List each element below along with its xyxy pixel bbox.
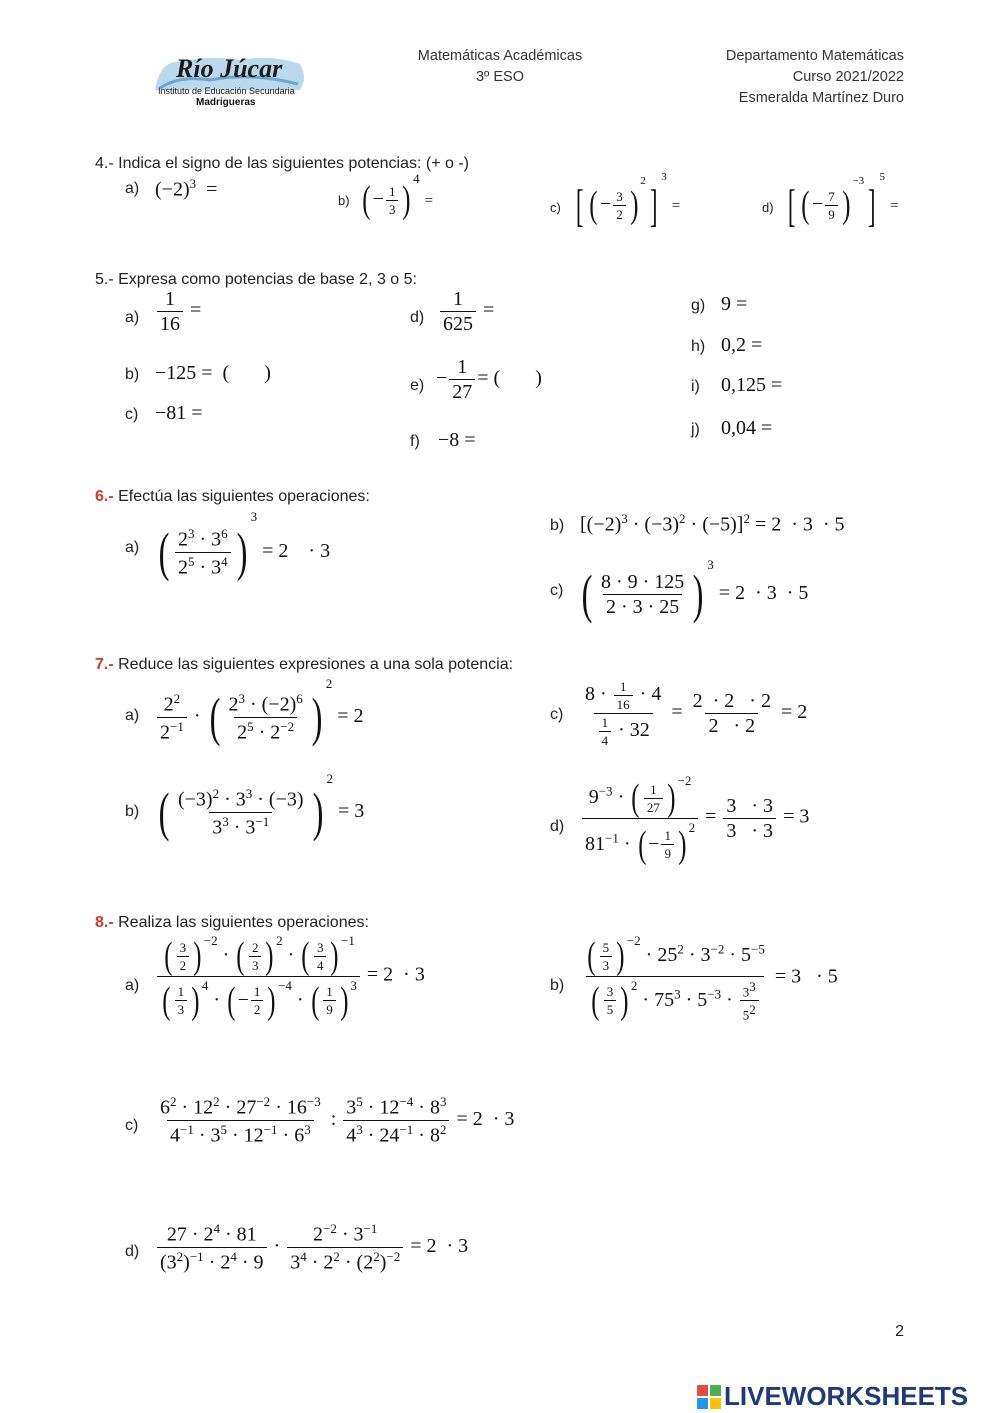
- liveworksheets-brand[interactable]: [697, 1381, 968, 1412]
- q6-title: [95, 488, 370, 506]
- q5-expr-g: 9 =: [721, 293, 748, 315]
- q5-expr-f: −8 =: [438, 429, 476, 451]
- q7-expr-b: ( $\frac{(-3)^2 \cdot 3^3 \cdot (-3)}{3^3 \cdot 3^{-1}}$ )$^2$ = 3: [158, 771, 365, 843]
- q5-label-d: d): [410, 309, 425, 326]
- q5-title: 5.- Expresa como potencias de base 2, 3 o 5:: [95, 271, 417, 288]
- q8-expr-b: ( $\frac{5}{3}$ ) $^{-2} \cdot 25^2 \cdot 3^{-2} \cdot 5^{-5}$ ( $\frac{3}{5}$ ) $^2 \cdot 75^3 \cdot 5^{-3}$ · $\frac{3^3}{5^2}$ = 3 · 5: [587, 933, 838, 1023]
- q5-expr-i: 0,125 =: [721, 374, 783, 396]
- q8-expr-c: $\frac{6^2 \cdot 12^2 \cdot 27^{-2} \cdot 16^{-3}}{4^{-1} \cdot 3^5 \cdot 12^{-1} \cdot 6^3}$ : $\frac{3^5 \cdot 12^{-4} \cdot 8^3}{4^3 \cdot 24^{-1} \cdot 8^2}$ = 2 · 3: [160, 1094, 515, 1147]
- q5-label-b: b): [125, 366, 140, 383]
- q7-expr-c: 8 · $\frac{1}{16}$ · 4 $\frac{1}{4}$ · 32 = $\frac{2 \cdot 2 \cdot 2}{2 \cdot 2}$ = 2: [585, 679, 808, 748]
- q4-label-a: a): [125, 180, 140, 197]
- q6-text: Efectúa las siguientes operaciones:: [118, 488, 370, 505]
- q8-text: Realiza las siguientes operaciones:: [118, 914, 369, 931]
- course-level: 3º ESO: [475, 69, 524, 85]
- department: Departamento Matemáticas: [725, 48, 904, 64]
- logo-place: Madrigueras: [196, 97, 256, 108]
- header-center: [390, 46, 610, 88]
- logo-title: Río Júcar: [176, 54, 283, 83]
- school-logo: [150, 50, 310, 112]
- q6-label-b: b): [550, 517, 565, 534]
- q7-label-a: a): [125, 707, 140, 724]
- q7-label-b: b): [125, 803, 140, 820]
- q5-expr-b: −125 = ( ): [155, 362, 271, 384]
- q7-number: 7.-: [95, 656, 114, 673]
- q5-expr-a: $\frac{1}{16}$ =: [155, 289, 201, 334]
- header-right: [726, 46, 904, 109]
- q4-expr-c: [ ( − $\frac{3}{2}$ )$^2$]$^3$ =: [575, 171, 681, 231]
- q8-number: 8.-: [95, 914, 114, 931]
- q8-label-c: c): [125, 1117, 139, 1134]
- q4-expr-d: [ ( − $\frac{7}{9}$ )$^{-3}$]$^5$ =: [787, 171, 899, 231]
- q8-expr-d: $\frac{27 \cdot 2^4 \cdot 81}{(3^2)^{-1} \cdot 2^4 \cdot 9}$ · $\frac{2^{-2} \cdot 3^{-1}}{3^4 \cdot 2^2 \cdot (2^2)^{-2}}$ = 2 · 3: [155, 1222, 468, 1272]
- q4-expr-a: $(-2)^3$ =: [155, 176, 218, 201]
- q4-label-b: b): [338, 193, 350, 208]
- q6-expr-a: ( $\frac{2^3 \cdot 3^6}{2^5 \cdot 3^4}$ )$^3$ = 2 · 3: [158, 509, 331, 583]
- q4-label-d: d): [762, 200, 774, 215]
- q5-expr-d: $\frac{1}{625}$ =: [438, 289, 494, 334]
- brand-text: LIVEWORKSHEETS: [724, 1381, 969, 1411]
- q7-text: Reduce las siguientes expresiones a una sola potencia:: [118, 656, 514, 673]
- page-number: 2: [895, 1323, 904, 1340]
- q5-expr-j: 0,04 =: [721, 417, 773, 439]
- q5-label-i: i): [691, 378, 700, 395]
- q4-expr-b: ( − $\frac{1}{3}$ )$^4$ =: [362, 171, 434, 222]
- q7-label-c: c): [550, 706, 564, 723]
- q5-label-e: e): [410, 377, 425, 394]
- q8-expr-a: ( $\frac{3}{2}$ ) $^{-2}$ · ( $\frac{2}{3}$ ) $^2$ · ( $\frac{3}{4}$ ) $^{-1}$ ( $\frac{1}{3}$ ) $^4$ · ( − $\frac{1}{2}$ ) $^{-4}$ · ( $\frac{1}{9}$ ) $^3$ = 2 · 3: [155, 934, 425, 1018]
- q4-label-c: c): [550, 200, 561, 215]
- q7-title: [95, 656, 513, 674]
- q5-label-c: c): [125, 406, 139, 423]
- q5-label-j: j): [691, 421, 700, 438]
- q7-expr-d: $9^{-3}$ · ( $\frac{1}{27}$ ) $^{-2}$ $81^{-1}$ · ( − $\frac{1}{9}$ ) $^2$ = $\frac{3 \cdot 3}{3 \cdot 3}$ = 3: [580, 774, 809, 862]
- q8-label-d: d): [125, 1243, 140, 1260]
- q4-title: 4.- Indica el signo de las siguientes potencias: (+ o -): [95, 155, 469, 172]
- q5-label-h: h): [691, 338, 706, 355]
- q7-label-d: d): [550, 818, 565, 835]
- q6-expr-c: ( $\frac{8 \cdot 9 \cdot 125}{2 \cdot 3 \cdot 25}$ ) $^3$ = 2 · 3 · 5: [581, 557, 809, 625]
- q5-label-g: g): [691, 297, 706, 314]
- q8-label-b: b): [550, 977, 565, 994]
- q5-expr-h: 0,2 =: [721, 334, 763, 356]
- q5-label-a: a): [125, 309, 140, 326]
- author: Esmeralda Martínez Duro: [738, 90, 904, 106]
- q8-title: [95, 914, 369, 932]
- q6-number: 6.-: [95, 488, 114, 505]
- logo-subtitle: Instituto de Educación Secundaria: [158, 86, 295, 96]
- q6-label-a: a): [125, 539, 140, 556]
- q5-expr-e: − $\frac{1}{27}$ = ( ): [436, 356, 542, 403]
- q8-label-a: a): [125, 977, 140, 994]
- year: Curso 2021/2022: [792, 69, 904, 85]
- subject: Matemáticas Académicas: [417, 48, 583, 64]
- q6-expr-b: $[(-2)^3 \cdot (-3)^2 \cdot (-5)]^2 = 2 \cdot 3 \cdot 5$: [580, 511, 845, 536]
- q5-label-f: f): [410, 433, 420, 450]
- q5-expr-c: −81 =: [155, 402, 203, 424]
- liveworksheets-logo-icon: [697, 1385, 721, 1409]
- q6-label-c: c): [550, 582, 564, 599]
- q7-expr-a: $\frac{2^2}{2^{-1}}$ · ( $\frac{2^3 \cdot (-2)^6}{2^5 \cdot 2^{-2}}$ )$^2$ = 2: [155, 677, 364, 743]
